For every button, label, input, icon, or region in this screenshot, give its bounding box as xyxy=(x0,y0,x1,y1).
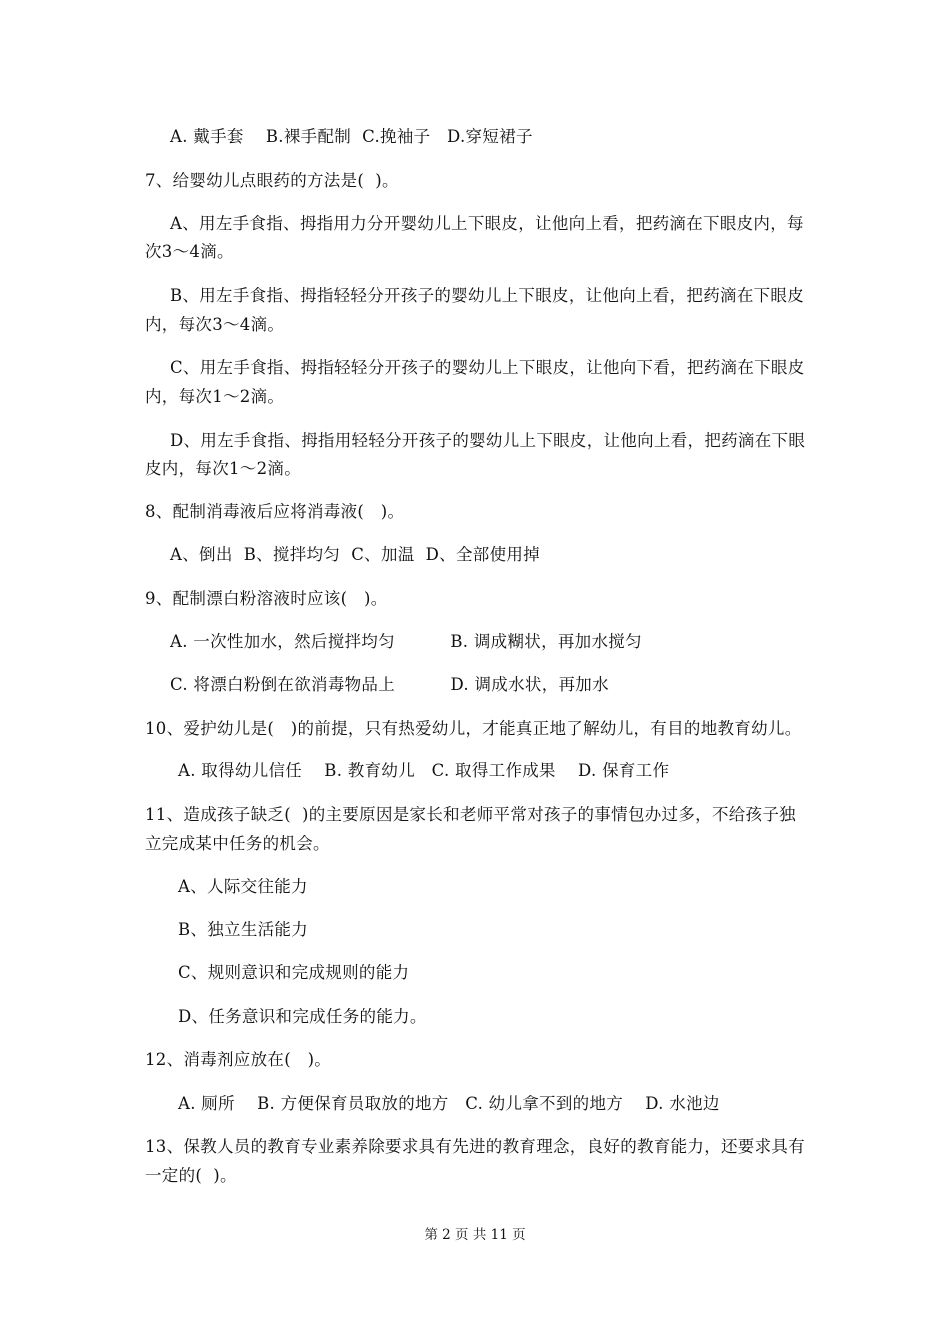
q9-question: 9、配制漂白粉溶液时应该( )。 xyxy=(145,589,388,608)
q7-option-d-line1: D、用左手食指、拇指用轻轻分开孩子的婴幼儿上下眼皮，让他向上看，把药滴在下眼 xyxy=(170,431,806,450)
q12-options: A. 厕所 B. 方便保育员取放的地方 C. 幼儿拿不到的地方 D. 水池边 xyxy=(178,1094,720,1113)
q7-option-b-line1: B、用左手食指、拇指轻轻分开孩子的婴幼儿上下眼皮，让他向上看，把药滴在下眼皮 xyxy=(170,286,805,305)
q12-question: 12、消毒剂应放在( )。 xyxy=(145,1050,332,1069)
q7-option-a-line2: 次3～4滴。 xyxy=(145,242,234,261)
q11-question-line2: 立完成某中任务的机会。 xyxy=(145,834,330,853)
q8-options: A、倒出 B、搅拌均匀 C、加温 D、全部使用掉 xyxy=(170,545,540,564)
q13-question-line2: 一定的( )。 xyxy=(145,1166,237,1185)
q10-question: 10、爱护幼儿是( )的前提，只有热爱幼儿，才能真正地了解幼儿，有目的地教育幼儿。 xyxy=(145,719,802,738)
q7-question: 7、给婴幼儿点眼药的方法是( )。 xyxy=(145,171,399,190)
q11-option-a: A、人际交往能力 xyxy=(178,877,308,896)
q9-options-ab: A. 一次性加水，然后搅拌均匀 B. 调成糊状，再加水搅匀 xyxy=(170,632,642,651)
q9-options-cd: C. 将漂白粉倒在欲消毒物品上 D. 调成水状，再加水 xyxy=(170,675,609,694)
q7-option-b-line2: 内，每次3～4滴。 xyxy=(145,315,285,334)
q7-option-c-line2: 内，每次1～2滴。 xyxy=(145,387,285,406)
q7-option-a-line1: A、用左手食指、拇指用力分开婴幼儿上下眼皮，让他向上看，把药滴在下眼皮内，每 xyxy=(170,214,804,233)
q10-options: A. 取得幼儿信任 B. 教育幼儿 C. 取得工作成果 D. 保育工作 xyxy=(178,761,670,780)
q7-option-d-line2: 皮内，每次1～2滴。 xyxy=(145,459,301,478)
q11-option-c: C、规则意识和完成规则的能力 xyxy=(178,963,410,982)
q13-question-line1: 13、保教人员的教育专业素养除要求具有先进的教育理念，良好的教育能力，还要求具有 xyxy=(145,1137,805,1156)
q7-option-c-line1: C、用左手食指、拇指轻轻分开孩子的婴幼儿上下眼皮，让他向下看，把药滴在下眼皮 xyxy=(170,358,805,377)
q6-options: A. 戴手套 B.裸手配制 C.挽袖子 D.穿短裙子 xyxy=(170,127,533,146)
q11-option-d: D、任务意识和完成任务的能力。 xyxy=(178,1007,427,1026)
q11-option-b: B、独立生活能力 xyxy=(178,920,309,939)
q11-question-line1: 11、造成孩子缺乏( )的主要原因是家长和老师平常对孩子的事情包办过多，不给孩子独 xyxy=(145,805,796,824)
q8-question: 8、配制消毒液后应将消毒液( )。 xyxy=(145,502,405,521)
page-footer: 第 2 页 共 11 页 xyxy=(424,1227,526,1243)
